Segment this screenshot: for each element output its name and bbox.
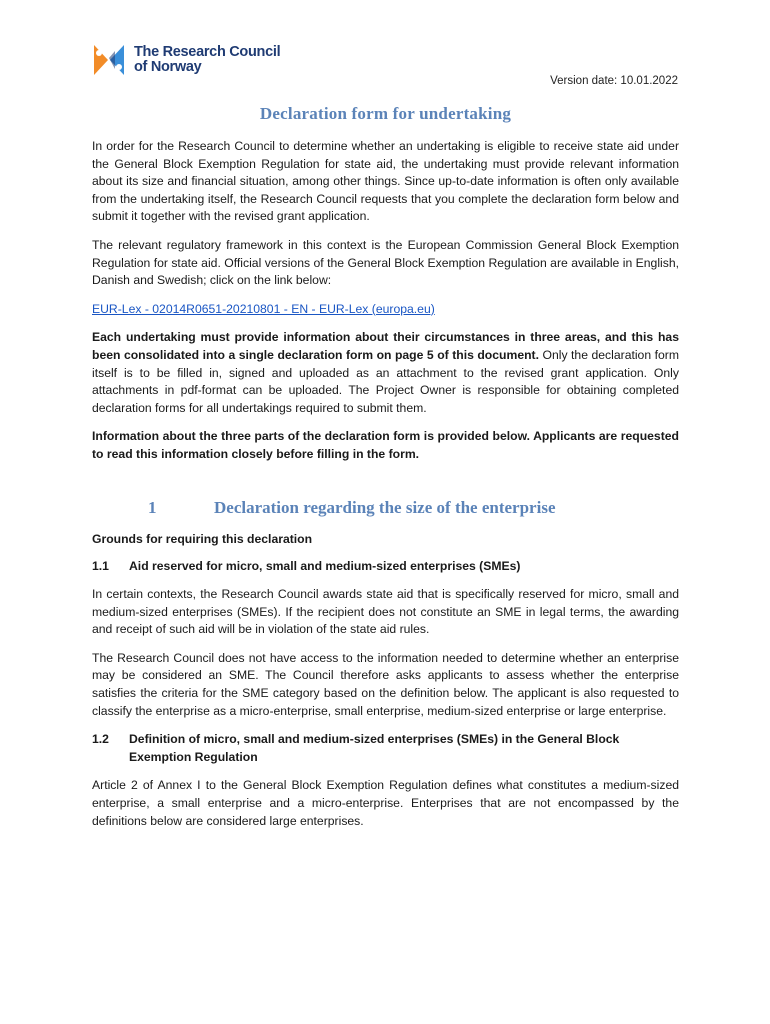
document-body — [92, 104, 679, 841]
document-title: Declaration form for undertaking — [259, 104, 512, 123]
section-1-number: 1 — [148, 497, 157, 517]
eur-lex-link-paragraph — [92, 301, 679, 319]
section-1-2-heading — [92, 731, 679, 766]
intro-paragraph-4 — [92, 428, 679, 463]
section-1-heading — [92, 498, 679, 518]
logo — [90, 42, 290, 78]
section-1-1-heading — [92, 558, 679, 576]
section-1-2-title: Definition of micro, small and medium-sized enterprises (SMEs) in the General Block Exemption Regulation — [129, 732, 620, 764]
logo-line-1: The Research Council — [134, 44, 281, 60]
section-1-title: Declaration regarding the size of the enterprise — [214, 497, 556, 517]
section-1-1-title: Aid reserved for micro, small and medium-sized enterprises (SMEs) — [129, 558, 521, 573]
section-1-2-paragraph-1: Article 2 of Annex I to the General Block Exemption Regulation defines what constitutes a medium-sized enterprise, a small enterprise and a micro-enterprise. Enterprises that are not encompassed by the definitions below are considered large enterprises. — [92, 778, 679, 828]
eur-lex-link[interactable]: EUR-Lex - 02014R0651-20210801 - EN - EUR-Lex (europa.eu) — [92, 301, 435, 316]
research-council-logo-icon — [90, 43, 128, 77]
section-1-1-paragraph-2: The Research Council does not have access to the information needed to determine whether an enterprise may be considered an SME. The Council therefore asks applicants to assess whether the enterprise satisfies the criteria for the SME category based on the definition below. The applicant is also requested to classify the enterprise as a micro-enterprise, small enterprise, medium-sized enterprise or large enterprise. — [92, 650, 679, 718]
intro-paragraph-4-bold: Information about the three parts of the declaration form is provided below. Applicants are requested to read this information closely before filling in the form. — [92, 429, 679, 461]
logo-text — [134, 45, 280, 75]
intro-paragraph-1: In order for the Research Council to determine whether an undertaking is eligible to receive state aid under the General Block Exemption Regulation for state aid, the undertaking must provide relevant information about its size and financial situation, among other things. Since up-to-date information is often only available from the undertaking itself, the Research Council requests that you complete the declaration form below and submit it together with the revised grant application. — [92, 139, 679, 224]
section-1-2-number: 1.2 — [92, 732, 109, 747]
intro-paragraph-3-bold: Each undertaking must provide information about their circumstances in three areas, and this has been consolidated into a single declaration form on page 5 of this document. — [92, 330, 679, 362]
logo-line-2: of Norway — [134, 59, 202, 75]
intro-paragraph-3-rest: Only the declaration form itself is to be filled in, signed and uploaded as an attachment to the revised grant application. Only attachments in pdf-format can be uploaded. The Project Owner is responsible for obtaining completed declaration forms for all undertakings required to submit them. — [92, 347, 679, 415]
version-date: Version date: 10.01.2022 — [550, 75, 678, 87]
intro-paragraph-3 — [92, 329, 679, 417]
intro-paragraph-2: The relevant regulatory framework in this context is the European Commission General Block Exemption Regulation for state aid. Official versions of the General Block Exemption Regulation are available in English, Danish and Swedish; click on the link below: — [92, 237, 679, 288]
section-1-1-paragraph-1: In certain contexts, the Research Council awards state aid that is specifically reserved for micro, small and medium-sized enterprises (SMEs). If the recipient does not constitute an SME in legal terms, the awarding and receipt of such aid will be in violation of the state aid rules. — [92, 587, 679, 637]
section-1-1-number: 1.1 — [92, 558, 109, 573]
grounds-heading: Grounds for requiring this declaration — [92, 531, 313, 546]
